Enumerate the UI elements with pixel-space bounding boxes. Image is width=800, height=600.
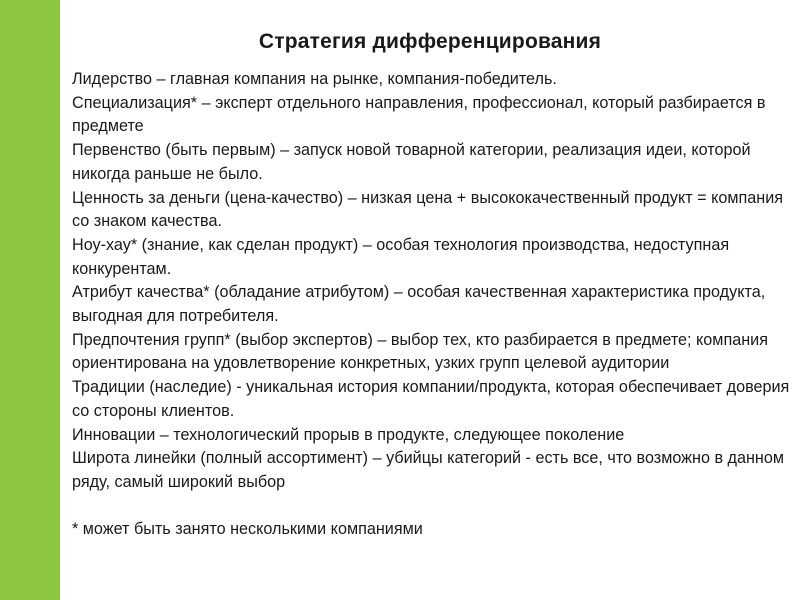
paragraph-value-for-money: Ценность за деньги (цена-качество) – низкая цена + высококачественный продукт = компания со знаком качества.: [72, 188, 784, 231]
accent-side-bar: [0, 0, 60, 600]
paragraph-primacy: Первенство (быть первым) – запуск новой товарной категории, реализация идеи, которой никогда раньше не было.: [72, 141, 751, 183]
paragraph-leadership: Лидерство – главная компания на рынке, компания-победитель.: [72, 70, 557, 88]
paragraph-group-preferences: Предпочтения групп* (выбор экспертов) – выбор тех, кто разбирается в предмете; компания ориентирована на удовлетворение конкретных, узких групп целевой аудитории: [72, 330, 768, 373]
paragraph-product-range: Широта линейки (полный ассортимент) – убийцы категорий - есть все, что возможно в данном ряду, самый широкий выбор: [72, 449, 784, 491]
paragraph-innovations: Инновации – технологический прорыв в продукте, следующее поколение: [72, 425, 625, 444]
footnote: * может быть занято несколькими компаниями: [72, 520, 423, 539]
paragraph-traditions: Традиции (наследие) - уникальная история компании/продукта, которая обеспечивает доверия со стороны клиентов.: [72, 378, 790, 420]
slide-body: [72, 68, 790, 542]
slide-title: Стратегия дифференцирования: [258, 30, 602, 53]
paragraph-specialization: Специализация* – эксперт отдельного направления, профессионал, который разбирается в предмете: [72, 93, 766, 136]
paragraph-know-how: Ноу-хау* (знание, как сделан продукт) – особая технология производства, недоступная конкурентам.: [72, 235, 730, 278]
spacer: [72, 495, 790, 519]
paragraph-quality-attribute: Атрибут качества* (обладание атрибутом) – особая качественная характеристика продукта, выгодная для потребителя.: [72, 283, 766, 326]
